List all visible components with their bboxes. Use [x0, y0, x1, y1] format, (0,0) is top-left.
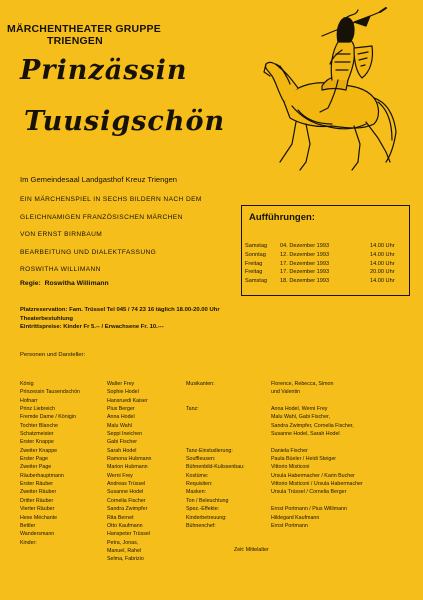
performance-row: Freitag 17. Dezember 1993 14.00 Uhr	[245, 260, 395, 267]
cast-actor: Susanne Hodel	[107, 489, 144, 496]
crew-names	[271, 397, 363, 405]
crew-roles-column	[186, 380, 245, 530]
crew-names	[271, 497, 363, 505]
cast-role: Kinder:	[20, 539, 37, 546]
prices-line: Eintrittspreise: Kinder Fr 5.-- / Erwachsene Fr. 10.---	[20, 324, 164, 331]
performance-row: Samstag 04. Dezember 1993 14.00 Uhr	[245, 243, 395, 249]
cast-role	[20, 547, 80, 555]
cast-actor: Otto Kaufmann	[107, 522, 143, 529]
performances-box	[241, 205, 410, 296]
crew-role: Tanz-Einstudierung:	[186, 447, 233, 454]
description-block	[20, 191, 202, 279]
crew-role: Musikanten:	[186, 381, 215, 387]
performances-list	[245, 242, 395, 286]
crew-role	[186, 413, 245, 421]
cast-role: Dritter Räuber	[20, 497, 54, 504]
crew-names: Sandra Zwimpfer, Cornelia Fischer,	[271, 422, 354, 429]
knight-on-horse-illustration	[262, 6, 402, 178]
cast-role	[20, 555, 80, 563]
cast-actor: Walter Frey	[107, 381, 135, 387]
cast-role: Fremde Dame / Königin	[20, 414, 76, 421]
cast-role: Prinz Liebreich	[20, 406, 56, 413]
cast-role: Wandersmann	[20, 531, 55, 538]
description-line: ROSWITHA WILLIMANN	[20, 266, 101, 273]
crew-role	[186, 397, 245, 405]
crew-names: Paula Büeler / Heidi Steiger	[271, 456, 337, 463]
crew-role	[186, 438, 245, 446]
description-line: BEARBEITUNG UND DIALEKTFASSUNG	[20, 248, 157, 256]
cast-actor: Werni Frey	[107, 472, 133, 479]
crew-names: Malu Wahl, Gabi Fischer,	[271, 414, 330, 421]
cast-role: Hexe Méchante	[20, 514, 58, 521]
cast-actor: Sandra Zwimpfer	[107, 506, 148, 513]
cast-actor: Andreas Trüssel	[107, 481, 146, 488]
crew-names: Anna Hodel, Werni Frey	[271, 406, 328, 413]
crew-role: Tanz:	[186, 406, 199, 413]
crew-names-column	[271, 380, 363, 530]
cast-actor: Marion Hubmann	[107, 464, 148, 471]
cast-actor: Selma, Fabrizio	[107, 556, 144, 563]
cast-role: König	[20, 381, 34, 387]
cast-role: Erster Räuber	[20, 481, 53, 488]
regie-name: Roswitha Willimann	[44, 280, 109, 287]
title-line-1: Prinzässin	[20, 55, 188, 86]
crew-names: Ernst Portmann	[271, 522, 308, 529]
performance-row: Sonntag 12. Dezember 1993 14.00 Uhr	[245, 251, 395, 258]
crew-role: Bühnenchef:	[186, 522, 216, 529]
performance-row: Freitag 17. Dezember 1993 20.00 Uhr	[245, 269, 395, 276]
crew-role: Souffleusen:	[186, 456, 216, 463]
cast-role: Prinzessin Tausendschön	[20, 389, 80, 396]
cast-role: Erster Page	[20, 456, 48, 463]
group-location: TRIENGEN	[47, 35, 103, 47]
cast-role: Vierter Räuber	[20, 506, 55, 513]
cast-actor: Gabi Fischer	[107, 439, 138, 446]
cast-role: Zweiter Knappe	[20, 447, 58, 454]
regie-label: Regie:	[20, 280, 41, 287]
cast-actor: Petra, Jonas,	[107, 539, 139, 546]
crew-names: Vittorio Misticoni / Ursula Habermacher	[271, 481, 363, 488]
performance-row: Samstag 18. Dezember 1993 14.00 Uhr	[245, 278, 395, 285]
crew-names: Vittorio Misticoni	[271, 464, 310, 471]
crew-names: Hildegard Kaufmann	[271, 514, 320, 521]
cast-actor: Cornelia Fischer	[107, 497, 146, 504]
cast-role: Tochter Blanche	[20, 422, 58, 429]
cast-actor: Hanspeter Trüssel	[107, 531, 150, 538]
cast-role: Schatzmeister	[20, 431, 54, 438]
crew-role	[186, 430, 245, 438]
reservation-line: Platzreservation: Fam. Trüssel Tel 045 / 74 23 16 täglich 18.00-20.00 Uhr	[20, 307, 220, 313]
crew-names	[271, 438, 363, 446]
regie-line	[20, 280, 109, 287]
crew-names: Ursula Habermacher / Karin Bucher	[271, 472, 355, 479]
crew-names: Susanne Hodel, Sarah Hodel	[271, 431, 340, 438]
crew-role: Spez.-Effekte:	[186, 506, 220, 513]
seating-line: Theaterbestuhlung	[20, 315, 74, 322]
cast-actor: Anna Hodel	[107, 414, 135, 421]
cast-role: Erster Knappe	[20, 439, 54, 446]
cast-actor: Hansruedi Kaiser	[107, 397, 148, 404]
cast-role: Hofnarr	[20, 397, 38, 404]
cast-actor: Pius Berger	[107, 406, 135, 413]
cast-actor: Manuel, Rahel	[107, 547, 142, 554]
cast-actor: Seppi Ineichen	[107, 431, 143, 438]
group-name: MÄRCHENTHEATER GRUPPE	[7, 23, 161, 35]
description-line: EIN MÄRCHENSPIEL IN SECHS BILDERN NACH DEM	[20, 196, 202, 203]
cast-role: Räuberhauptmann	[20, 472, 64, 479]
cast-actor: Malu Wahl	[107, 422, 132, 429]
performances-title: Aufführungen:	[249, 212, 315, 223]
crew-names: Ernst Portmann / Pius Willimann	[271, 506, 347, 513]
cast-actor: Sophie Hodel	[107, 389, 139, 396]
venue-line: Im Gemeindesaal Landgasthof Kreuz Triengen	[20, 175, 178, 184]
crew-names: Ursula Trüssel / Cornelia Berger	[271, 489, 347, 496]
crew-role	[186, 422, 245, 430]
cast-actor: Rita Bernet	[107, 514, 134, 521]
crew-role: Kostüme:	[186, 472, 209, 479]
cast-role: Zweiter Räuber	[20, 489, 57, 496]
cast-roles-column	[20, 380, 80, 564]
cast-role: Zweiter Page	[20, 464, 52, 471]
crew-role: Bühnenbild-Kulissenbau:	[186, 464, 245, 471]
description-line: GLEICHNAMIGEN FRANZÖSISCHEN MÄRCHEN	[20, 213, 183, 221]
crew-role: Ton / Beleuchtung	[186, 497, 229, 504]
cast-actor: Sarah Hodel	[107, 447, 137, 454]
description-line: VON ERNST BIRNBAUM	[20, 231, 103, 238]
crew-role: Masken:	[186, 489, 207, 496]
time-setting: Zeit: Mittelalter	[234, 547, 269, 553]
title-line-2: Tuusigschön	[24, 106, 226, 137]
cast-heading: Personen und Darsteller:	[20, 352, 86, 358]
cast-role: Bettler	[20, 522, 36, 529]
cast-actors-column	[107, 380, 151, 564]
crew-names: und Valentin	[271, 389, 301, 396]
crew-names: Daniela Fischer	[271, 447, 308, 454]
crew-role	[186, 388, 245, 396]
info-block	[20, 306, 220, 332]
cast-actor: Ramona Hubmann	[107, 456, 152, 463]
crew-names: Florence, Rebecca, Simon	[271, 381, 334, 387]
crew-role: Kinderbetreuung:	[186, 514, 227, 521]
crew-role: Requisiten:	[186, 481, 213, 488]
